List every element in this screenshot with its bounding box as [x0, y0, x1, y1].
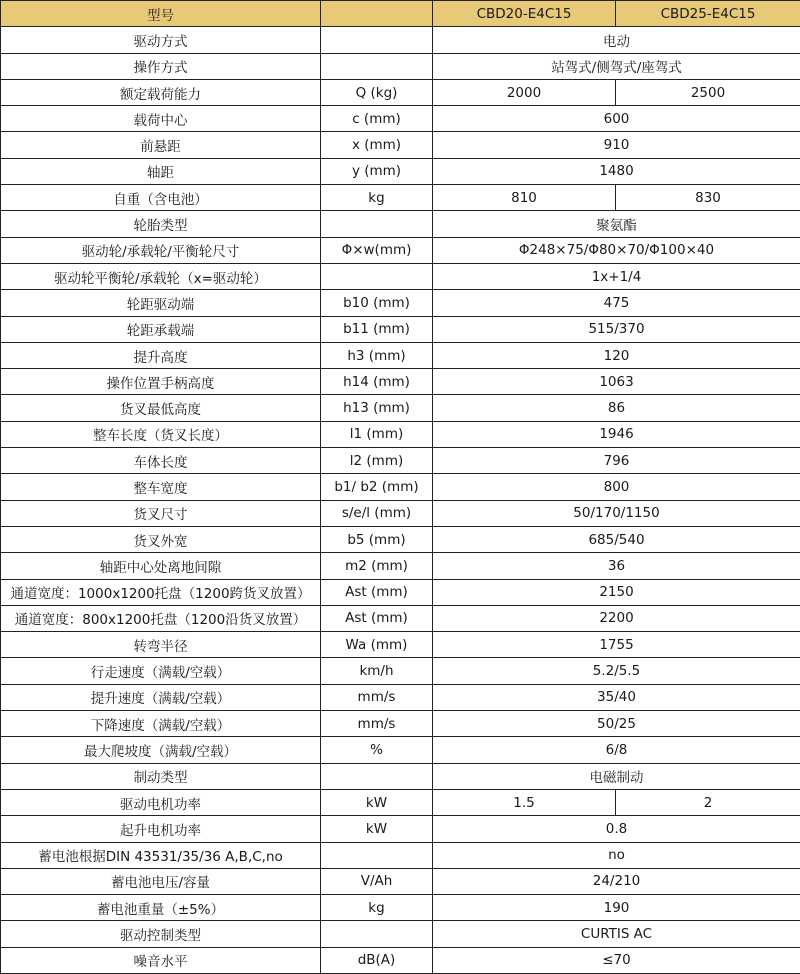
- table-row: [1, 711, 800, 737]
- row-value-cell: 50/25: [433, 711, 800, 737]
- row-value-cell: 1946: [433, 421, 800, 447]
- row-unit-cell: h13 (mm): [321, 395, 433, 421]
- row-name-cell: 轴距: [1, 158, 321, 184]
- row-value-cell: 120: [433, 342, 800, 368]
- row-name-cell: 通道宽度：800x1200托盘（1200沿货叉放置）: [1, 605, 321, 631]
- table-row: [1, 237, 800, 263]
- table-row: [1, 106, 800, 132]
- header-model-b-cell: CBD25-E4C15: [616, 1, 800, 27]
- table-row: [1, 185, 800, 211]
- table-row: [1, 868, 800, 894]
- table-row: [1, 27, 800, 53]
- row-unit-cell: l2 (mm): [321, 448, 433, 474]
- row-value-cell: 810: [433, 185, 616, 211]
- row-unit-cell: [321, 27, 433, 53]
- table-row: [1, 921, 800, 947]
- row-unit-cell: s/e/l (mm): [321, 500, 433, 526]
- row-value-cell: no: [433, 842, 800, 868]
- row-value-cell: 2000: [433, 79, 616, 105]
- row-name-cell: 驱动轮平衡轮/承载轮（x=驱动轮）: [1, 263, 321, 289]
- row-unit-cell: mm/s: [321, 684, 433, 710]
- table-row: [1, 290, 800, 316]
- row-unit-cell: c (mm): [321, 106, 433, 132]
- row-name-cell: 行走速度（满载/空载）: [1, 658, 321, 684]
- row-value-cell: ≤70: [433, 947, 800, 973]
- row-value-cell: 475: [433, 290, 800, 316]
- row-value-cell: 1755: [433, 632, 800, 658]
- row-value-cell: 电磁制动: [433, 763, 800, 789]
- row-value-cell: 50/170/1150: [433, 500, 800, 526]
- row-value-cell: 515/370: [433, 316, 800, 342]
- row-value-cell: 685/540: [433, 526, 800, 552]
- row-unit-cell: [321, 842, 433, 868]
- row-unit-cell: [321, 263, 433, 289]
- row-unit-cell: [321, 53, 433, 79]
- row-name-cell: 驱动电机功率: [1, 789, 321, 815]
- row-name-cell: 蓄电池根据DIN 43531/35/36 A,B,C,no: [1, 842, 321, 868]
- row-value-cell: 830: [616, 185, 800, 211]
- row-name-cell: 整车宽度: [1, 474, 321, 500]
- row-value-cell: 190: [433, 895, 800, 921]
- table-row: [1, 395, 800, 421]
- row-unit-cell: dB(A): [321, 947, 433, 973]
- row-unit-cell: b1/ b2 (mm): [321, 474, 433, 500]
- row-name-cell: 蓄电池电压/容量: [1, 868, 321, 894]
- row-unit-cell: b5 (mm): [321, 526, 433, 552]
- table-row: [1, 158, 800, 184]
- row-unit-cell: h3 (mm): [321, 342, 433, 368]
- row-unit-cell: km/h: [321, 658, 433, 684]
- row-value-cell: 1063: [433, 369, 800, 395]
- row-unit-cell: h14 (mm): [321, 369, 433, 395]
- table-row: [1, 369, 800, 395]
- row-value-cell: 2: [616, 789, 800, 815]
- table-row: [1, 579, 800, 605]
- header-model-a-cell: CBD20-E4C15: [433, 1, 616, 27]
- table-row: [1, 79, 800, 105]
- row-unit-cell: kW: [321, 789, 433, 815]
- table-row: [1, 53, 800, 79]
- row-name-cell: 前悬距: [1, 132, 321, 158]
- row-unit-cell: [321, 921, 433, 947]
- row-value-cell: 796: [433, 448, 800, 474]
- row-name-cell: 驱动方式: [1, 27, 321, 53]
- row-value-cell: 聚氨酯: [433, 211, 800, 237]
- table-row: [1, 737, 800, 763]
- row-name-cell: 车体长度: [1, 448, 321, 474]
- row-name-cell: 额定载荷能力: [1, 79, 321, 105]
- row-unit-cell: kW: [321, 816, 433, 842]
- row-name-cell: 起升电机功率: [1, 816, 321, 842]
- row-unit-cell: y (mm): [321, 158, 433, 184]
- row-name-cell: 轮胎类型: [1, 211, 321, 237]
- row-unit-cell: Ast (mm): [321, 579, 433, 605]
- row-value-cell: 2200: [433, 605, 800, 631]
- row-name-cell: 操作方式: [1, 53, 321, 79]
- table-row: [1, 421, 800, 447]
- row-value-cell: 5.2/5.5: [433, 658, 800, 684]
- table-row: [1, 263, 800, 289]
- row-unit-cell: V/Ah: [321, 868, 433, 894]
- row-unit-cell: Ast (mm): [321, 605, 433, 631]
- row-unit-cell: [321, 211, 433, 237]
- row-name-cell: 操作位置手柄高度: [1, 369, 321, 395]
- row-name-cell: 提升高度: [1, 342, 321, 368]
- table-row: [1, 816, 800, 842]
- row-value-cell: Φ248×75/Φ80×70/Φ100×40: [433, 237, 800, 263]
- row-name-cell: 通道宽度：1000x1200托盘（1200跨货叉放置）: [1, 579, 321, 605]
- row-unit-cell: Φ×w(mm): [321, 237, 433, 263]
- table-row: [1, 632, 800, 658]
- row-name-cell: 驱动轮/承载轮/平衡轮尺寸: [1, 237, 321, 263]
- row-name-cell: 整车长度（货叉长度）: [1, 421, 321, 447]
- row-name-cell: 最大爬坡度（满载/空载）: [1, 737, 321, 763]
- row-name-cell: 轮距驱动端: [1, 290, 321, 316]
- row-name-cell: 轴距中心处离地间隙: [1, 553, 321, 579]
- row-unit-cell: Wa (mm): [321, 632, 433, 658]
- row-name-cell: 货叉最低高度: [1, 395, 321, 421]
- row-value-cell: 站驾式/侧驾式/座驾式: [433, 53, 800, 79]
- row-unit-cell: kg: [321, 895, 433, 921]
- table-row: [1, 342, 800, 368]
- table-row: [1, 658, 800, 684]
- table-row: [1, 789, 800, 815]
- table-row: [1, 211, 800, 237]
- row-name-cell: 制动类型: [1, 763, 321, 789]
- table-row: [1, 553, 800, 579]
- row-value-cell: 600: [433, 106, 800, 132]
- row-value-cell: 电动: [433, 27, 800, 53]
- row-unit-cell: Q (kg): [321, 79, 433, 105]
- header-unit-cell: [321, 1, 433, 27]
- row-value-cell: 2500: [616, 79, 800, 105]
- row-name-cell: 轮距承载端: [1, 316, 321, 342]
- row-unit-cell: m2 (mm): [321, 553, 433, 579]
- table-row: [1, 684, 800, 710]
- row-value-cell: 35/40: [433, 684, 800, 710]
- row-name-cell: 转弯半径: [1, 632, 321, 658]
- table-row: [1, 895, 800, 921]
- table-row: [1, 605, 800, 631]
- row-name-cell: 下降速度（满载/空载）: [1, 711, 321, 737]
- table-row: [1, 842, 800, 868]
- header-name-cell: 型号: [1, 1, 321, 27]
- row-value-cell: 86: [433, 395, 800, 421]
- table-row: [1, 947, 800, 973]
- row-unit-cell: b10 (mm): [321, 290, 433, 316]
- row-unit-cell: l1 (mm): [321, 421, 433, 447]
- row-value-cell: 1.5: [433, 789, 616, 815]
- row-unit-cell: [321, 763, 433, 789]
- row-value-cell: 2150: [433, 579, 800, 605]
- row-name-cell: 提升速度（满载/空载）: [1, 684, 321, 710]
- row-unit-cell: b11 (mm): [321, 316, 433, 342]
- row-unit-cell: mm/s: [321, 711, 433, 737]
- row-value-cell: 1480: [433, 158, 800, 184]
- row-unit-cell: x (mm): [321, 132, 433, 158]
- row-name-cell: 驱动控制类型: [1, 921, 321, 947]
- table-row: [1, 132, 800, 158]
- table-row: [1, 526, 800, 552]
- row-name-cell: 蓄电池重量（±5%）: [1, 895, 321, 921]
- table-row: [1, 500, 800, 526]
- row-name-cell: 自重（含电池）: [1, 185, 321, 211]
- row-value-cell: 24/210: [433, 868, 800, 894]
- row-value-cell: 800: [433, 474, 800, 500]
- row-unit-cell: kg: [321, 185, 433, 211]
- row-value-cell: CURTIS AC: [433, 921, 800, 947]
- header-row: [1, 1, 800, 27]
- row-name-cell: 货叉尺寸: [1, 500, 321, 526]
- row-value-cell: 0.8: [433, 816, 800, 842]
- table-row: [1, 448, 800, 474]
- row-value-cell: 1x+1/4: [433, 263, 800, 289]
- row-value-cell: 36: [433, 553, 800, 579]
- row-value-cell: 6/8: [433, 737, 800, 763]
- row-unit-cell: %: [321, 737, 433, 763]
- row-name-cell: 货叉外宽: [1, 526, 321, 552]
- table-row: [1, 474, 800, 500]
- spec-table-body: [1, 1, 800, 974]
- row-name-cell: 噪音水平: [1, 947, 321, 973]
- table-row: [1, 763, 800, 789]
- table-row: [1, 316, 800, 342]
- row-name-cell: 载荷中心: [1, 106, 321, 132]
- row-value-cell: 910: [433, 132, 800, 158]
